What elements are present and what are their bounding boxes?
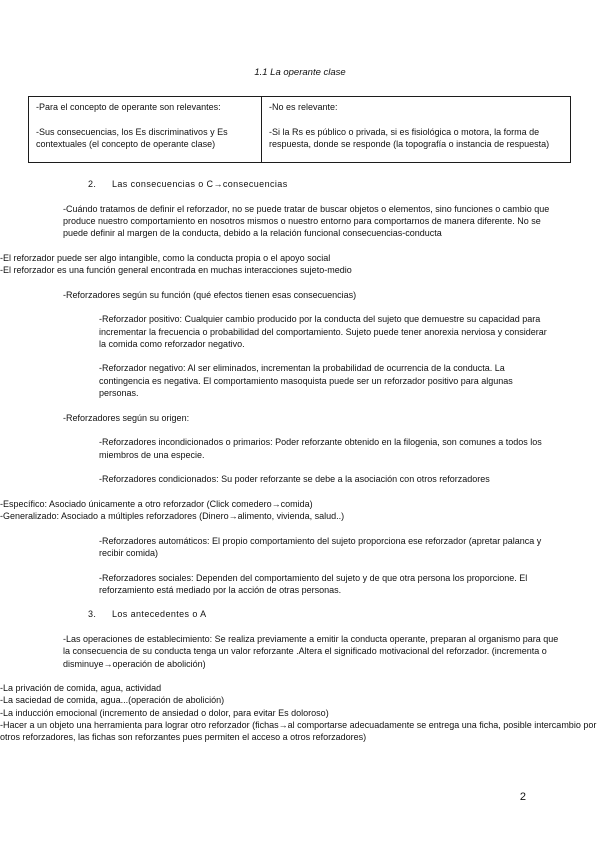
reforzador-notes-list <box>0 252 600 277</box>
not-relevant-intro: -No es relevante: <box>269 102 338 112</box>
heading-reforzadores-origen: -Reforzadores según su origen: <box>63 412 190 423</box>
section-2-heading <box>88 178 560 190</box>
condicionados-sublist <box>0 498 600 523</box>
section-2-title: Las consecuencias o C→consecuencias <box>112 179 288 189</box>
note-intangible: -El reforzador puede ser algo intangible, como la conducta propia o el apoyo social <box>0 252 331 263</box>
paragraph-automaticos: -Reforzadores automáticos: El propio comportamiento del sujeto proporciona ese reforzador (apretar palanca y recibir comida) <box>99 535 542 558</box>
section-3-title: Los antecedentes o A <box>112 609 207 620</box>
paragraph-definir-reforzador: -Cuándo tratamos de definir el reforzador, no se puede tratar de buscar objetos o elementos, sino funciones o cambio que produce nuestro comportamiento en nosotros mismos o nuestro entorno para comportarnos de manera diferente. No se puede definir al margen de la conducta, debido a la relación funcional consecuencias-conducta <box>63 203 550 239</box>
section-3-heading <box>88 608 560 620</box>
section-2-number: 2. <box>88 179 97 189</box>
section-3-number: 3. <box>88 609 97 620</box>
relevant-intro: -Para el concepto de operante son relevantes: <box>36 102 221 112</box>
note-funcion-general: -El reforzador es una función general encontrada en muchas interacciones sujeto-medio <box>0 265 352 276</box>
table-cell-not-relevant <box>262 97 570 162</box>
example-induccion-emocional: -La inducción emocional (incremento de ansiedad o dolor, para evitar Es doloroso) <box>0 707 329 718</box>
not-relevant-detail: -Si la Rs es público o privada, si es fisiológica o motora, la forma de respuesta, donde se responde (la topografía o instancia de respuesta) <box>269 126 550 149</box>
subitem-especifico: -Específico: Asociado únicamente a otro reforzador (Click comedero→comida) <box>0 498 313 509</box>
page-number: 2 <box>519 791 526 803</box>
paragraph-reforzador-negativo: -Reforzador negativo: Al ser eliminados, incrementan la probabilidad de ocurrencia de la conducta. La contingencia es negativa. El comportamiento masoquista puede ser un reforzador positivo para algunas personas. <box>99 363 513 399</box>
document-body <box>0 178 600 756</box>
paragraph-condicionados: -Reforzadores condicionados: Su poder reforzante se debe a la asociación con otros reforzadores <box>99 474 490 485</box>
paragraph-operaciones-establecimiento: -Las operaciones de establecimiento: Se realiza previamente a emitir la conducta operante, preparan al organismo para que la consecuencia de su conducta tenga un valor reforzante .Altera el significado motivacional del reforzador. (incrementa o disminuye→operación de abolición) <box>63 633 559 669</box>
table-cell-relevant <box>29 97 262 162</box>
relevant-detail: -Sus consecuencias, los Es discriminativos y Es contextuales (el concepto de operante clase) <box>36 126 228 149</box>
example-herramienta-fichas: -Hacer a un objeto una herramienta para lograr otro reforzador (fichas→al comportarse adecuadamente se entrega una ficha, posible intercambio por otros reforzadores, las fichas son reforzantes pues permiten el acceso a otros reforzadores) <box>0 720 597 743</box>
doc-title: 1.1 La operante clase <box>254 67 346 78</box>
establecimiento-examples-list <box>0 682 600 743</box>
paragraph-sociales: -Reforzadores sociales: Dependen del comportamiento del sujeto y de que otra persona los proporcione. El reforzamiento está mediado por la acción de otras personas. <box>99 572 528 595</box>
example-saciedad: -La saciedad de comida, agua...(operación de abolición) <box>0 695 225 706</box>
paragraph-reforzador-positivo: -Reforzador positivo: Cualquier cambio producido por la conducta del sujeto que demuestre su capacidad para incrementar la frecuencia o probabilidad del comportamiento. Sujeto puede tener anorexia nerviosa y considerar la comida como reforzador negativo. <box>99 314 547 349</box>
relevance-table <box>28 96 571 163</box>
paragraph-incondicionados: -Reforzadores incondicionados o primarios: Poder reforzante obtenido en la filogenia, son comunes a todos los miembros de una especie. <box>99 437 542 460</box>
example-privacion: -La privación de comida, agua, actividad <box>0 683 162 694</box>
subitem-generalizado: -Generalizado: Asociado a múltiples reforzadores (Dinero→alimento, vivienda, salud..) <box>0 511 345 522</box>
heading-reforzadores-funcion: -Reforzadores según su función (qué efectos tienen esas consecuencias) <box>63 289 357 300</box>
